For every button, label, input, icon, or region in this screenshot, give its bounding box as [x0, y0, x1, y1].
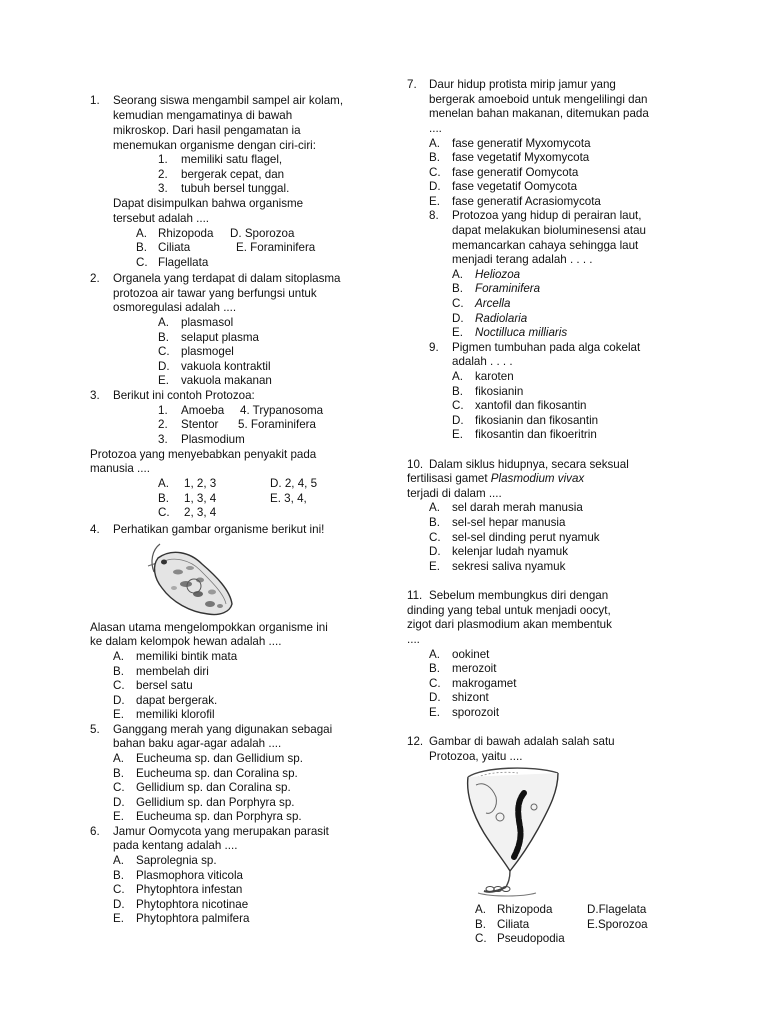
- q2-number: 2.: [90, 272, 100, 285]
- q12-option-d: D.Flagelata: [587, 903, 647, 916]
- q1-option-a-letter: A.: [136, 227, 147, 240]
- q3-item: 5. Foraminifera: [238, 418, 316, 431]
- q7-stem-line: bergerak amoeboid untuk mengelilingi dan: [429, 93, 648, 106]
- q6-option: Phytophtora nicotinae: [136, 898, 249, 911]
- q4-option-letter: B.: [113, 665, 124, 678]
- q1-trait-number: 1.: [158, 153, 168, 166]
- q7-stem-line: menelan bahan makanan, ditemukan pada: [429, 107, 649, 120]
- q9-option-letter: A.: [452, 370, 463, 383]
- q3-item-number: 3.: [158, 433, 168, 446]
- q1-option-c-letter: C.: [136, 256, 148, 269]
- q2-stem-line: Organela yang terdapat di dalam sitoplasma: [113, 272, 341, 285]
- q12-option-e: E.Sporozoa: [587, 918, 648, 931]
- q3-option-c-letter: C.: [158, 506, 170, 519]
- q7-stem-line: Daur hidup protista mirip jamur yang: [429, 78, 616, 91]
- q3-item: Amoeba: [181, 404, 225, 417]
- q11-option: ookinet: [452, 648, 490, 661]
- q3-question-line: Protozoa yang menyebabkan penyakit pada: [90, 448, 317, 461]
- q1-trait: memiliki satu flagel,: [181, 153, 283, 166]
- q11-stem-line: ....: [407, 633, 420, 646]
- q1-trait: tubuh bersel tunggal.: [181, 182, 290, 195]
- q6-option-letter: A.: [113, 854, 124, 867]
- q12-option-b: Ciliata: [497, 918, 530, 931]
- q1-stem-line: menemukan organisme dengan ciri-ciri:: [113, 139, 316, 152]
- q8-stem-line: memancarkan cahaya sehingga laut: [452, 239, 639, 252]
- q11-option-letter: E.: [429, 706, 440, 719]
- q8-option: Foraminifera: [475, 282, 541, 295]
- q5-option: Gellidium sp. dan Coralina sp.: [136, 781, 291, 794]
- q9-option-letter: C.: [452, 399, 464, 412]
- q9-option-letter: E.: [452, 428, 463, 441]
- q11-number: 11.: [407, 589, 423, 602]
- q6-number: 6.: [90, 825, 100, 838]
- q8-option: Radiolaria: [475, 312, 528, 325]
- q7-option: fase vegetatif Myxomycota: [452, 151, 590, 164]
- q2-stem-line: osmoregulasi adalah ....: [113, 301, 237, 314]
- q1-option-c: Flagellata: [158, 256, 209, 269]
- q5-option-letter: C.: [113, 781, 125, 794]
- q7-number: 7.: [407, 78, 417, 91]
- q2-option-letter: C.: [158, 345, 170, 358]
- q4-option-letter: D.: [113, 694, 125, 707]
- q7-option-letter: C.: [429, 166, 441, 179]
- q10-option-letter: C.: [429, 531, 441, 544]
- q8-option-letter: C.: [452, 297, 464, 310]
- q11-option-letter: B.: [429, 662, 440, 675]
- q3-option-b: 1, 3, 4: [184, 492, 217, 505]
- q10-option-letter: D.: [429, 545, 441, 558]
- q11-option-letter: A.: [429, 648, 440, 661]
- q12-stem-line: Gambar di bawah adalah salah satu: [429, 735, 615, 748]
- q11-option: shizont: [452, 691, 489, 704]
- q2-option-letter: B.: [158, 331, 169, 344]
- q8-option-letter: E.: [452, 326, 463, 339]
- q4-option: memiliki klorofil: [136, 708, 215, 721]
- q10-option: sel darah merah manusia: [452, 501, 583, 514]
- q1-option-b: Ciliata: [158, 241, 191, 254]
- q3-number: 3.: [90, 389, 100, 402]
- q10-stem-line: terjadi di dalam ....: [407, 487, 502, 500]
- q9-option: fikosianin: [475, 385, 524, 398]
- q7-option: fase generatif Oomycota: [452, 166, 579, 179]
- q6-stem-line: Jamur Oomycota yang merupakan parasit: [113, 825, 329, 838]
- q4-question-line: ke dalam kelompok hewan adalah ....: [90, 635, 282, 648]
- q10-option-letter: E.: [429, 560, 440, 573]
- q8-stem-line: Protozoa yang hidup di perairan laut,: [452, 209, 642, 222]
- q3-option-a-letter: A.: [158, 477, 169, 490]
- q3-question-line: manusia ....: [90, 462, 150, 475]
- q5-option: Eucheuma sp. dan Gellidium sp.: [136, 752, 303, 765]
- q10-stem-text: fertilisasi gamet: [407, 472, 491, 485]
- q3-item: Stentor: [181, 418, 219, 431]
- q5-option-letter: E.: [113, 810, 124, 823]
- q3-option-a: 1, 2, 3: [184, 477, 217, 490]
- q2-option-letter: A.: [158, 316, 169, 329]
- q1-trait-number: 3.: [158, 182, 168, 195]
- q5-option-letter: B.: [113, 767, 124, 780]
- q9-option: fikosianin dan fikosantin: [475, 414, 599, 427]
- q8-option: Heliozoa: [475, 268, 521, 281]
- q1-stem-line: kemudian mengamatinya di bawah: [113, 109, 293, 122]
- q9-option-letter: D.: [452, 414, 464, 427]
- q11-stem-line: zigot dari plasmodium akan membentuk: [407, 618, 612, 631]
- q10-species-name: Plasmodium vivax: [490, 472, 585, 485]
- q8-number: 8.: [429, 209, 439, 222]
- q1-option-b-letter: B.: [136, 241, 147, 254]
- q4-option: memiliki bintik mata: [136, 650, 238, 663]
- q4-option: bersel satu: [136, 679, 193, 692]
- q4-option-letter: A.: [113, 650, 124, 663]
- q8-option: Arcella: [475, 297, 511, 310]
- q5-stem-line: Ganggang merah yang digunakan sebagai: [113, 723, 333, 736]
- q2-option-letter: E.: [158, 374, 169, 387]
- q7-option: fase generatif Myxomycota: [452, 137, 591, 150]
- q3-option-d: D. 2, 4, 5: [270, 477, 318, 490]
- q6-option-letter: C.: [113, 883, 125, 896]
- q1-option-a: Rhizopoda: [158, 227, 214, 240]
- q3-item-number: 1.: [158, 404, 168, 417]
- q10-option-letter: B.: [429, 516, 440, 529]
- q3-item: Plasmodium: [181, 433, 245, 446]
- q2-option: selaput plasma: [181, 331, 259, 344]
- q11-option-letter: D.: [429, 691, 441, 704]
- q4-option: membelah diri: [136, 665, 209, 678]
- q1-option-d: D. Sporozoa: [230, 227, 295, 240]
- q10-option: sel-sel dinding perut nyamuk: [452, 531, 600, 544]
- q6-stem-line: pada kentang adalah ....: [113, 839, 238, 852]
- q4-question-line: Alasan utama mengelompokkan organisme ini: [90, 621, 328, 634]
- q8-option-letter: A.: [452, 268, 463, 281]
- q5-number: 5.: [90, 723, 100, 736]
- q6-option: Phytophtora palmifera: [136, 912, 250, 925]
- q9-option: karoten: [475, 370, 514, 383]
- q6-option-letter: B.: [113, 869, 124, 882]
- q12-number: 12.: [407, 735, 424, 748]
- q5-option-letter: D.: [113, 796, 125, 809]
- q11-option: sporozoit: [452, 706, 500, 719]
- q3-item-number: 2.: [158, 418, 168, 431]
- q11-option: merozoit: [452, 662, 497, 675]
- q4-option-letter: E.: [113, 708, 124, 721]
- q3-option-c: 2, 3, 4: [184, 506, 217, 519]
- q2-option: vakuola makanan: [181, 374, 272, 387]
- q12-option-c-letter: C.: [475, 932, 487, 945]
- q12-option-c: Pseudopodia: [497, 932, 565, 945]
- q12-option-b-letter: B.: [475, 918, 486, 931]
- q5-stem-line: bahan baku agar-agar adalah ....: [113, 737, 282, 750]
- q6-option: Saprolegnia sp.: [136, 854, 217, 867]
- q4-number: 4.: [90, 523, 100, 536]
- q8-stem-line: menjadi terang adalah . . . .: [452, 253, 593, 266]
- q7-option-letter: E.: [429, 195, 440, 208]
- q3-option-b-letter: B.: [158, 492, 169, 505]
- q7-option: fase vegetatif Oomycota: [452, 180, 578, 193]
- q8-option: Noctilluca milliaris: [475, 326, 568, 339]
- q2-option-letter: D.: [158, 360, 170, 373]
- q1-option-e: E. Foraminifera: [236, 241, 316, 254]
- q2-option: plasmasol: [181, 316, 234, 329]
- q1-stem-line: mikroskop. Dari hasil pengamatan ia: [113, 124, 301, 137]
- q10-option: sel-sel hepar manusia: [452, 516, 566, 529]
- q5-option-letter: A.: [113, 752, 124, 765]
- q8-option-letter: D.: [452, 312, 464, 325]
- euglena-illustration: [138, 540, 238, 618]
- q9-number: 9.: [429, 341, 439, 354]
- q1-number: 1.: [90, 94, 100, 107]
- q12-option-a: Rhizopoda: [497, 903, 553, 916]
- q10-option-letter: A.: [429, 501, 440, 514]
- q11-stem-line: dinding yang tebal untuk menjadi oocyt,: [407, 604, 611, 617]
- q4-option-letter: C.: [113, 679, 125, 692]
- q8-stem-line: dapat melakukan bioluminesensi atau: [452, 224, 646, 237]
- q3-item: 4. Trypanosoma: [240, 404, 324, 417]
- q6-option: Plasmophora viticola: [136, 869, 243, 882]
- q10-option: kelenjar ludah nyamuk: [452, 545, 569, 558]
- q4-stem: Perhatikan gambar organisme berikut ini!: [113, 523, 325, 536]
- q2-option: vakuola kontraktil: [181, 360, 271, 373]
- q7-option-letter: B.: [429, 151, 440, 164]
- q9-option: xantofil dan fikosantin: [475, 399, 587, 412]
- q8-option-letter: B.: [452, 282, 463, 295]
- q9-option: fikosantin dan fikoeritrin: [475, 428, 597, 441]
- q9-stem-line: Pigmen tumbuhan pada alga cokelat: [452, 341, 641, 354]
- q5-option: Eucheuma sp. dan Coralina sp.: [136, 767, 298, 780]
- q7-option: fase generatif Acrasiomycota: [452, 195, 601, 208]
- q7-option-letter: A.: [429, 137, 440, 150]
- q5-option: Gellidium sp. dan Porphyra sp.: [136, 796, 295, 809]
- q6-option-letter: D.: [113, 898, 125, 911]
- q2-stem-line: protozoa air tawar yang berfungsi untuk: [113, 287, 317, 300]
- q9-stem-line: adalah . . . .: [452, 355, 513, 368]
- q1-conclusion-line: tersebut adalah ....: [113, 212, 210, 225]
- q5-option: Eucheuma sp. dan Porphyra sp.: [136, 810, 302, 823]
- q7-stem-line: ....: [429, 122, 442, 135]
- q11-option-letter: C.: [429, 677, 441, 690]
- q1-trait-number: 2.: [158, 168, 168, 181]
- q9-option-letter: B.: [452, 385, 463, 398]
- q2-option: plasmogel: [181, 345, 234, 358]
- q12-stem-line: Protozoa, yaitu ....: [429, 750, 523, 763]
- q10-number: 10.: [407, 458, 424, 471]
- q6-option-letter: E.: [113, 912, 124, 925]
- q6-option: Phytophtora infestan: [136, 883, 243, 896]
- q12-option-a-letter: A.: [475, 903, 486, 916]
- q1-conclusion-line: Dapat disimpulkan bahwa organisme: [113, 197, 304, 210]
- q3-option-e: E. 3, 4,: [270, 492, 307, 505]
- q1-stem-line: Seorang siswa mengambil sampel air kolam,: [113, 94, 344, 107]
- vorticella-illustration: [462, 763, 566, 899]
- q11-option: makrogamet: [452, 677, 517, 690]
- q10-stem-line: [407, 472, 584, 487]
- q1-trait: bergerak cepat, dan: [181, 168, 285, 181]
- q10-option: sekresi saliva nyamuk: [452, 560, 566, 573]
- q4-option: dapat bergerak.: [136, 694, 218, 707]
- q11-stem-line: Sebelum membungkus diri dengan: [429, 589, 609, 602]
- q3-stem: Berikut ini contoh Protozoa:: [113, 389, 255, 402]
- q10-stem-line: Dalam siklus hidupnya, secara seksual: [429, 458, 629, 471]
- q7-option-letter: D.: [429, 180, 441, 193]
